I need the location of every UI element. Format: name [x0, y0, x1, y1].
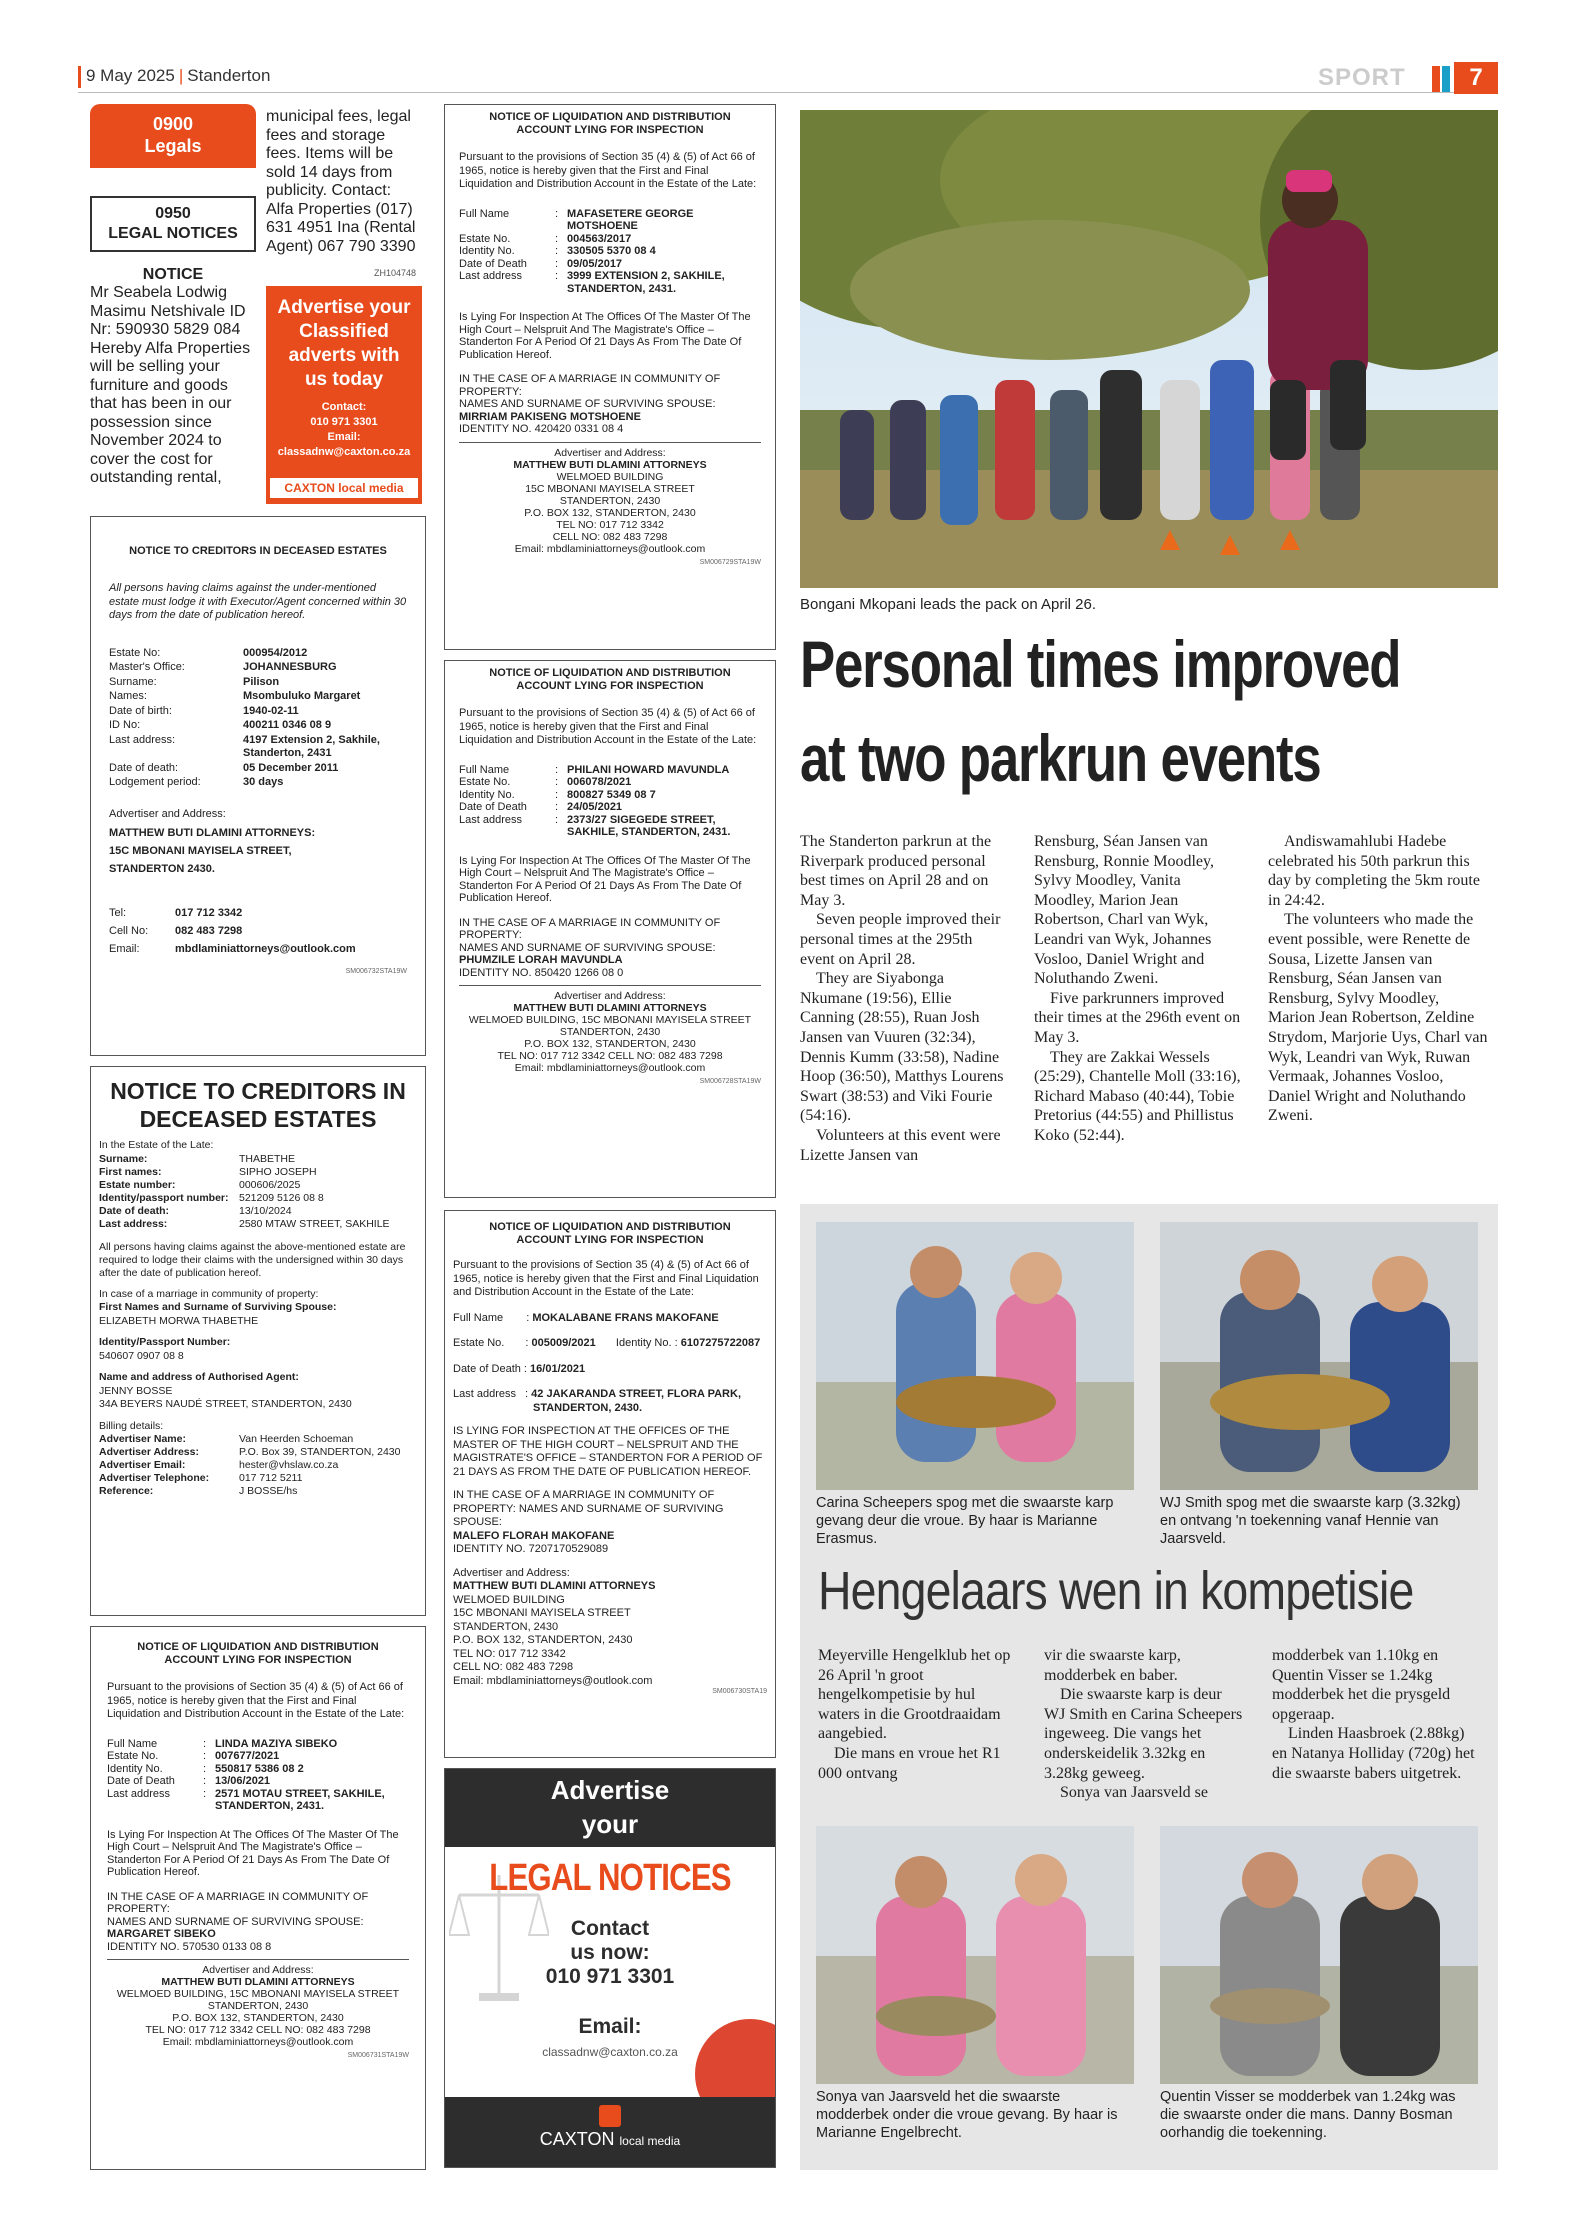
liq4-spouse-id: IDENTITY NO. 570530 0133 08 8: [107, 1940, 272, 1953]
creditors-1-details: [109, 647, 407, 790]
liq1-spouse: MIRRIAM PAKISENG MOTSHOENE: [459, 410, 641, 423]
legal-ad-big: LEGAL NOTICES: [489, 1857, 731, 1899]
liq1-spouse-label: NAMES AND SURNAME OF SURVIVING SPOUSE:: [459, 398, 716, 410]
creditors-1-contact-value: mbdlaminiattorneys@outlook.com: [175, 943, 356, 955]
liq3-fullname-label: Full Name: [453, 1311, 504, 1324]
liq2-email: Email: mbdlaminiattorneys@outlook.com: [514, 1062, 706, 1074]
liq2-field-value: PHILANI HOWARD MAVUNDLA: [567, 763, 730, 776]
legals-code: 0900: [152, 114, 194, 134]
legal-ad-brand2: local media: [619, 2134, 681, 2148]
parkrun-caption: Bongani Mkopani leads the pack on April 26.: [800, 596, 1097, 613]
liq3-addr1: WELMOED BUILDING: [453, 1593, 565, 1606]
creditors-1-contact-label: Email:: [109, 943, 140, 955]
liq1-adv-label: Advertiser and Address:: [554, 446, 666, 459]
liq1-field-value: 3999 EXTENSION 2, SAKHILE, STANDERTON, 2431.: [567, 270, 725, 295]
creditors-1-intro: All persons having claims against the under-mentioned estate must lodge it with Executor/Agent concerned within 30 days from the date of publication hereof.: [109, 582, 407, 621]
parkrun-col2-paragraph: They are Zakkai Wessels (25:29), Chantelle Moll (33:16), Richard Mabaso (40:44), Tobie Pretorius (44:55) and Phillistus Koko (52:44).: [1034, 1048, 1241, 1144]
creditors-2-id: 540607 0907 08 8: [99, 1349, 184, 1362]
parkrun-col3-paragraph: Andiswamahlubi Hadebe celebrated his 50th parkrun this day by completing the 5km route in 24:42.: [1268, 833, 1480, 909]
liq2-field-value: 800827 5349 08 7: [567, 788, 656, 801]
advert-contact-label: Contact:: [321, 401, 367, 413]
angling-col3-paragraph: Linden Haasbroek (2.88kg) en Natanya Holliday (720g) het die swaarste babers uitgetrek.: [1272, 1725, 1475, 1782]
parkrun-column-1: [800, 832, 1008, 1165]
creditors-1-field-value: Pilison: [243, 675, 280, 688]
liq2-ref: SM006728STA19W: [699, 1078, 761, 1085]
liq3-estate-label: Estate No.: [453, 1337, 505, 1349]
creditors-2-field-label: Estate number:: [99, 1178, 176, 1191]
parkrun-col2-paragraph: Rensburg, Séan Jansen van Rensburg, Ronnie Moodley, Sylvy Moodley, Vanita Moodley, Marion Jean Robertson, Charl van Wyk, Leandri van Wyk, Johannes Vosloo, Daniel Wright and Noluthando Zweni.: [1034, 833, 1214, 988]
advert-contact: [266, 400, 422, 460]
liq3-title: NOTICE OF LIQUIDATION AND DISTRIBUTION ACCOUNT LYING FOR INSPECTION: [489, 1221, 731, 1246]
creditors-1-field-label: Lodgement period:: [109, 776, 201, 788]
parkrun-col1-paragraph: The Standerton parkrun at the Riverpark produced personal best times on April 28 and on May 3.: [800, 833, 992, 909]
liq4-advertiser: [107, 1964, 409, 2048]
creditors-1-field-value: 000954/2012: [243, 646, 308, 659]
liq2-firm: MATTHEW BUTI DLAMINI ATTORNEYS: [513, 1002, 707, 1014]
header-dateline: 9 May 2025 | Standerton: [86, 66, 271, 85]
liq3-ref: SM006730STA19: [712, 1688, 767, 1695]
creditors-2-field-label: Surname:: [99, 1152, 148, 1165]
creditors-1-field-label: Names:: [109, 690, 147, 702]
parkrun-column-2: [1034, 832, 1242, 1146]
liquidation-notice-4: [90, 1626, 426, 2170]
creditors-1-field-label: Master's Office:: [109, 661, 185, 673]
liq1-field-value: 09/05/2017: [567, 257, 623, 270]
liq3-addr3: STANDERTON, 2430: [453, 1620, 559, 1633]
liq3-id-label: Identity No.: [615, 1337, 672, 1349]
liq4-spouse: MARGARET SIBEKO: [107, 1928, 216, 1940]
parkrun-col3-paragraph: The volunteers who made the event possible, were Renette de Sousa, Lizette Jansen van Rensburg, Séan Jansen van Rensburg, Sylvy Moodley, Marion Jean Robertson, Zeldine Strydom, Marjorie Uys, Charl van Wyk, Leandri van Wyk, Ruwan Vermaak, Johannes Vosloo, Daniel Wright and Noluthando Zweni.: [1268, 911, 1488, 1125]
creditors-2-spouse-label: First Names and Surname of Surviving Spouse:: [99, 1301, 337, 1313]
angling-headline: Hengelaars wen in kompetisie: [818, 1561, 1414, 1621]
creditors-1-contact-value: 082 483 7298: [175, 925, 243, 937]
header-rule: [78, 92, 1498, 93]
liq2-spouse: PHUMZILE LORAH MAVUNDLA: [459, 954, 623, 966]
creditors-2-spouse: ELIZABETH MORWA THABETHE: [99, 1314, 259, 1327]
liq2-advertiser: [459, 990, 761, 1074]
legal-ad-footer: [445, 2097, 775, 2167]
publication-name: Standerton: [187, 66, 271, 85]
caxton-brand: CAXTON local media: [270, 478, 418, 498]
liq4-inspect: Is Lying For Inspection At The Offices Of The Master Of The High Court – Nelspruit And The Magistrate's Office – Standerton For A Period Of 21 Days As From The Date Of Publication Hereof.: [107, 1828, 399, 1878]
angling-col3-paragraph: modderbek van 1.10kg en Quentin Visser se 1.24kg modderbek het die prysgeld opgeraap.: [1272, 1647, 1451, 1723]
angling-col1-paragraph: Meyerville Hengelklub het op 26 April 'n groot hengelkompetisie by hul waters in die Grootdraaidam aangebied.: [818, 1647, 1011, 1743]
creditors-1-title: NOTICE TO CREDITORS IN DECEASED ESTATES: [129, 545, 387, 557]
creditors-1-field-value: JOHANNESBURG: [243, 661, 337, 673]
liq4-field-colon: :: [203, 1787, 207, 1800]
liq3-inspect: IS LYING FOR INSPECTION AT THE OFFICES OF THE MASTER OF THE HIGH COURT – NELSPRUIT AND THE MAGISTRATE'S OFFICE – STANDERTON FOR A PERIOD OF 21 DAYS AS FROM THE DATE OF PUBLICATION HEREOF.: [453, 1425, 763, 1478]
liq3-address-a: 42 JAKARANDA STREET, FLORA PARK,: [531, 1388, 742, 1400]
section-accent-blue: [1442, 66, 1450, 92]
liq4-field-label: Estate No.: [107, 1750, 159, 1762]
liq3-spouse: MALEFO FLORAH MAKOFANE: [453, 1529, 615, 1542]
creditors-2-billing-value: Van Heerden Schoeman: [239, 1433, 354, 1445]
liq2-addr4: P.O. BOX 132, STANDERTON, 2430: [524, 1038, 696, 1050]
classified-advert: [266, 286, 422, 504]
creditors-2-billing-label: Advertiser Address:: [99, 1446, 199, 1458]
liq2-field-label: Estate No.: [459, 776, 511, 788]
parkrun-col1-paragraph: They are Siyabonga Nkumane (19:56), Ellie Canning (28:55), Ruan Josh Jansen van Vuuren (32:34), Dennis Kumm (33:58), Nadine Hoop (36:50), Matthys Lourens Swart (38:53) and Viki Fourie (54:16).: [800, 970, 1004, 1125]
liq1-title: NOTICE OF LIQUIDATION AND DISTRIBUTION ACCOUNT LYING FOR INSPECTION: [489, 111, 731, 136]
advert-line2: Classified: [299, 321, 389, 342]
liq1-tel: TEL NO: 017 712 3342: [556, 518, 664, 531]
liq4-field-colon: :: [203, 1762, 207, 1775]
creditors-2-estate-label: In the Estate of the Late:: [99, 1139, 214, 1151]
angling-col2-paragraph: Die swaarste karp is deur WJ Smith en Carina Scheepers ingeweeg. Die vangs het onderskeidelik 3.32kg en 3.28kg geweeg.: [1044, 1686, 1243, 1782]
liq1-field-colon: :: [555, 257, 559, 270]
liquidation-notice-2: [444, 660, 776, 1198]
legals-label: Legals: [144, 136, 202, 156]
liq3-intro: Pursuant to the provisions of Section 35 (4) & (5) of Act 66 of 1965, notice is hereby given that the First and Final Liquidation and Distribution Account in the Estate of the Late:: [453, 1259, 759, 1298]
angling-photo-4: [1160, 1826, 1478, 2084]
creditors-2-id-label: Identity/Passport Number:: [99, 1336, 231, 1348]
liq4-field-label: Last address: [107, 1787, 170, 1800]
notice-ref: ZH104748: [374, 268, 417, 278]
liq3-address-label: Last address: [453, 1388, 516, 1400]
liq1-ref: SM006729STA19W: [699, 558, 761, 566]
liq1-advertiser: [459, 447, 761, 555]
legal-notices-code: 0950: [155, 205, 191, 222]
creditors-1-field-label: Date of death:: [109, 761, 179, 774]
creditors-1-adv-line: MATTHEW BUTI DLAMINI ATTORNEYS:: [109, 827, 316, 839]
liq4-ref: SM006731STA19W: [347, 2052, 409, 2059]
liq1-cell: CELL NO: 082 483 7298: [552, 530, 668, 543]
liq4-field-label: Identity No.: [107, 1762, 163, 1775]
liq1-intro: Pursuant to the provisions of Section 35 (4) & (5) of Act 66 of 1965, notice is hereby given that the First and Final Liquidation and Distribution Account in the Estate of the Late:: [459, 151, 757, 190]
creditors-2-agent-address: 34A BEYERS NAUDÉ STREET, STANDERTON, 2430: [99, 1398, 352, 1410]
advert-email: classadnw@caxton.co.za: [277, 446, 411, 458]
liq4-spouse-label: NAMES AND SURNAME OF SURVIVING SPOUSE:: [107, 1915, 364, 1928]
creditors-1-contact-label: Tel:: [109, 907, 127, 919]
creditors-2-billing: Billing details:: [99, 1419, 164, 1432]
section-name: SPORT: [1318, 64, 1406, 91]
legal-ad-line1: Advertise: [550, 1775, 670, 1805]
creditors-1-contacts: [109, 904, 407, 958]
angling-photo-3-drawing: [816, 1826, 1134, 2084]
caxton-logo-icon: [599, 2105, 621, 2127]
creditors-1-field-label: ID No:: [109, 719, 141, 731]
creditors-2-field-label: Last address:: [99, 1217, 168, 1230]
liq1-addr3: STANDERTON, 2430: [559, 494, 661, 507]
advert-phone: 010 971 3301: [310, 416, 378, 428]
liq4-email: Email: mbdlaminiattorneys@outlook.com: [162, 2036, 354, 2048]
creditors-2-billing-value: hester@vhslaw.co.za: [239, 1459, 339, 1471]
liq1-addr2: 15C MBONANI MAYISELA STREET: [525, 482, 695, 495]
angling-column-2: [1044, 1646, 1244, 1803]
advert-line3: adverts with: [288, 345, 400, 366]
legal-ad-contact-2: us now:: [570, 1941, 650, 1964]
liq3-addr4: P.O. BOX 132, STANDERTON, 2430: [453, 1634, 633, 1646]
liq2-marriage: IN THE CASE OF A MARRIAGE IN COMMUNITY OF PROPERTY:: [459, 916, 721, 941]
creditors-2-field-value: 521209 5126 08 8: [239, 1191, 324, 1204]
liq3-address-b: STANDERTON, 2430.: [533, 1401, 643, 1414]
creditors-2-field-value: 2580 MTAW STREET, SAKHILE: [239, 1217, 390, 1230]
creditors-1-ref: SM006732STA19W: [345, 968, 407, 975]
liq2-intro: Pursuant to the provisions of Section 35 (4) & (5) of Act 66 of 1965, notice is hereby given that the First and Final Liquidation and Distribution Account in the Estate of the Late:: [459, 707, 757, 746]
angling-col2-paragraph: vir die swaarste karp, modderbek en baber.: [1044, 1647, 1181, 1684]
legal-ad-header: [445, 1769, 775, 1847]
angling-photo-4-drawing: [1160, 1826, 1478, 2084]
creditors-1-field-label: Estate No:: [109, 646, 161, 659]
liq4-telcell: TEL NO: 017 712 3342 CELL NO: 082 483 7298: [145, 2024, 371, 2036]
liq1-field-colon: :: [555, 245, 559, 257]
liq2-field-colon: :: [555, 788, 559, 801]
liq3-estate-row: Estate No. : 005009/2021 Identity No. : 6107275722087: [453, 1337, 761, 1349]
liq2-details: [459, 764, 761, 839]
liq1-field-label: Full Name: [459, 207, 510, 220]
creditors-2-billing-label: Advertiser Name:: [99, 1433, 186, 1445]
creditors-notice-2: [90, 1066, 426, 1616]
liq3-adv-label: Advertiser and Address:: [453, 1566, 570, 1579]
liq1-field-label: Last address: [459, 270, 522, 282]
creditors-1-contact-label: Cell No:: [109, 925, 149, 937]
creditors-1-field-value: 30 days: [243, 776, 284, 788]
liq3-fullname-row: Full Name : MOKALABANE FRANS MAKOFANE: [453, 1311, 719, 1324]
liq4-addr3: STANDERTON, 2430: [207, 2000, 309, 2012]
parkrun-photo: [800, 110, 1498, 588]
liq3-dod: 16/01/2021: [530, 1362, 586, 1375]
angling-photo-2: [1160, 1222, 1478, 1490]
angling-caption-4: Quentin Visser se modderbek van 1.24kg was die swaarste onder die mans. Danny Bosman oorhandig die toekenning.: [1160, 2089, 1456, 2141]
parkrun-headline-line1: Personal times improved: [800, 627, 1401, 701]
liq3-marriage: IN THE CASE OF A MARRIAGE IN COMMUNITY OF PROPERTY: NAMES AND SURNAME OF SURVIVING SPOUSE:: [453, 1489, 724, 1528]
liq2-field-value: 2373/27 SIGEGEDE STREET, SAKHILE, STANDERTON, 2431.: [567, 813, 731, 838]
advert-email-label: Email:: [327, 431, 361, 443]
liq1-field-value: 330505 5370 08 4: [567, 245, 656, 257]
liq4-details: [107, 1738, 409, 1813]
liq4-marriage: IN THE CASE OF A MARRIAGE IN COMMUNITY OF PROPERTY:: [107, 1890, 369, 1915]
liq2-field-value: 006078/2021: [567, 776, 632, 788]
liq4-adv-label: Advertiser and Address:: [202, 1964, 314, 1976]
liq3-dod-row: Date of Death : 16/01/2021: [453, 1362, 586, 1375]
creditors-2-field-label: Identity/passport number:: [99, 1191, 229, 1204]
creditors-1-adv-line: 15C MBONANI MAYISELA STREET,: [109, 845, 292, 857]
liq2-spouse-label: NAMES AND SURNAME OF SURVIVING SPOUSE:: [459, 941, 716, 954]
angling-col2-paragraph: Sonya van Jaarsveld se: [1060, 1784, 1208, 1802]
creditors-1-field-value: 1940-02-11: [243, 704, 299, 717]
creditors-1-adv-line: STANDERTON 2430.: [109, 863, 215, 875]
liq4-field-value: LINDA MAZIYA SIBEKO: [215, 1737, 338, 1750]
liq1-rule: [459, 442, 761, 443]
liq4-field-value: 13/06/2021: [215, 1775, 271, 1787]
creditors-2-billing-value: J BOSSE/hs: [239, 1485, 298, 1497]
liq3-address-row: Last address : 42 JAKARANDA STREET, FLORA PARK, STANDERTON, 2430.: [453, 1388, 742, 1414]
liq3-estate: 005009/2021: [531, 1337, 596, 1349]
liq1-field-label: Identity No.: [459, 245, 515, 257]
liq2-field-value: 24/05/2021: [567, 801, 623, 813]
liq2-spouse-id: IDENTITY NO. 850420 1266 08 0: [459, 966, 624, 979]
liq2-field-colon: :: [555, 763, 559, 776]
legals-tab: [90, 104, 256, 168]
liq3-addr2: 15C MBONANI MAYISELA STREET: [453, 1607, 631, 1619]
liq2-title: NOTICE OF LIQUIDATION AND DISTRIBUTION ACCOUNT LYING FOR INSPECTION: [489, 667, 731, 692]
creditors-2-billing-label: Reference:: [99, 1485, 154, 1497]
liq1-field-colon: :: [555, 207, 559, 220]
liq4-rule: [107, 1959, 409, 1960]
creditors-2-details: [99, 1153, 417, 1231]
liq4-field-colon: :: [203, 1737, 207, 1750]
liq1-field-colon: :: [555, 232, 559, 245]
creditors-2-agent: JENNY BOSSE: [99, 1384, 173, 1397]
angling-column-1: [818, 1646, 1018, 1783]
creditors-1-field-label: Date of birth:: [109, 704, 172, 717]
liq1-field-colon: :: [555, 270, 559, 282]
liq4-field-value: 550817 5386 08 2: [215, 1762, 304, 1775]
creditors-2-marriage: In case of a marriage in community of property:: [99, 1287, 319, 1300]
liq2-telcell: TEL NO: 017 712 3342 CELL NO: 082 483 7298: [497, 1050, 723, 1062]
creditors-1-field-value: 400211 0346 08 9: [243, 719, 332, 731]
creditors-2-billing-value: 017 712 5211: [239, 1472, 303, 1484]
liq1-inspect: Is Lying For Inspection At The Offices Of The Master Of The High Court – Nelspruit And The Magistrate's Office – Standerton For A Period Of 21 Days As From The Date Of Publication Hereof.: [459, 311, 751, 361]
liq2-field-colon: :: [555, 776, 559, 788]
liq2-addr: WELMOED BUILDING, 15C MBONANI MAYISELA STREET: [468, 1014, 752, 1026]
liq3-spouse-id: IDENTITY NO. 7207170529089: [453, 1543, 609, 1555]
liq4-title: NOTICE OF LIQUIDATION AND DISTRIBUTION ACCOUNT LYING FOR INSPECTION: [137, 1641, 379, 1666]
liq1-marriage: IN THE CASE OF A MARRIAGE IN COMMUNITY OF PROPERTY:: [459, 373, 721, 398]
legal-notices-label: LEGAL NOTICES: [108, 225, 238, 242]
liq1-addr4: P.O. BOX 132, STANDERTON, 2430: [524, 506, 696, 519]
liquidation-notice-3: [444, 1210, 776, 1758]
notice-continued: municipal fees, legal fees and storage fees. Items will be sold 14 days from publicity. Contact: Alfa Properties (017) 631 4951 Ina (Rental Agent) 067 790 3390: [266, 108, 416, 255]
angling-caption-2: WJ Smith spog met die swaarste karp (3.32kg) en ontvang 'n toekenning vanaf Hennie van Jaarsveld.: [1160, 1495, 1461, 1547]
parkrun-col2-paragraph: Five parkrunners improved their times at the 296th event on May 3.: [1034, 989, 1241, 1046]
legal-ad-contact: [445, 1917, 775, 1989]
liq4-addr: WELMOED BUILDING, 15C MBONANI MAYISELA STREET: [116, 1988, 400, 2000]
liq2-field-colon: :: [555, 801, 559, 813]
creditors-2-agent-label: Name and address of Authorised Agent:: [99, 1371, 299, 1383]
notice-heading: NOTICE: [142, 266, 204, 283]
liq4-field-value: 007677/2021: [215, 1750, 280, 1762]
creditors-1-field-value: 05 December 2011: [243, 761, 339, 774]
angling-photo-1-drawing: [816, 1222, 1134, 1490]
creditors-2-billing-value: P.O. Box 39, STANDERTON, 2430: [239, 1446, 401, 1458]
legal-ad-brand: CAXTON: [539, 2129, 615, 2149]
liq2-field-label: Identity No.: [459, 788, 515, 801]
liq2-field-colon: :: [555, 813, 559, 826]
liq2-inspect: Is Lying For Inspection At The Offices Of The Master Of The High Court – Nelspruit And The Magistrate's Office – Standerton For A Period Of 21 Days As From The Date Of Publication Hereof.: [459, 854, 751, 904]
creditors-2-field-label: Date of death:: [99, 1204, 170, 1217]
creditors-2-field-label: First names:: [99, 1165, 162, 1178]
legal-notices-box: [90, 196, 256, 252]
angling-photo-1: [816, 1222, 1134, 1490]
angling-photo-2-drawing: [1160, 1222, 1478, 1490]
liq1-firm: MATTHEW BUTI DLAMINI ATTORNEYS: [513, 458, 707, 471]
angling-column-3: [1272, 1646, 1482, 1783]
advert-line1: Advertise your: [277, 297, 411, 318]
angling-col1-paragraph: Die mans en vroue het R1 000 ontvang: [818, 1744, 1001, 1782]
creditors-notice-1: [90, 516, 426, 1056]
legal-ad-email: classadnw@caxton.co.za: [542, 2045, 678, 2059]
liq1-details: [459, 208, 761, 296]
angling-photo-3: [816, 1826, 1134, 2084]
creditors-1-adv-label: Advertiser and Address:: [109, 807, 226, 820]
issue-date: 9 May 2025: [86, 66, 175, 85]
liq2-field-label: Date of Death: [459, 801, 527, 813]
legal-ad-line2: your: [581, 1809, 639, 1839]
liq1-field-label: Estate No.: [459, 232, 511, 245]
parkrun-col1-paragraph: Volunteers at this event were Lizette Jansen van: [800, 1126, 1001, 1164]
legal-ad-phone: 010 971 3301: [545, 1965, 675, 1988]
section-accent-orange: [1432, 66, 1440, 92]
liq3-fullname: MOKALABANE FRANS MAKOFANE: [532, 1311, 719, 1324]
liq3-id: 6107275722087: [680, 1337, 761, 1349]
liq2-addr3: STANDERTON, 2430: [559, 1026, 661, 1038]
header-accent: [78, 66, 81, 88]
liq1-field-value: 004563/2017: [567, 232, 632, 245]
liq2-field-label: Last address: [459, 813, 522, 826]
liq2-field-label: Full Name: [459, 763, 510, 776]
creditors-2-billing-label: Advertiser Email:: [99, 1459, 186, 1471]
liq4-firm: MATTHEW BUTI DLAMINI ATTORNEYS: [161, 1976, 355, 1988]
liq4-field-colon: :: [203, 1775, 207, 1787]
creditors-2-title: NOTICE TO CREDITORS IN DECEASED ESTATES: [110, 1078, 406, 1132]
liq4-field-colon: :: [203, 1750, 207, 1762]
creditors-1-field-label: Last address:: [109, 733, 176, 746]
creditors-2-billing-label: Advertiser Telephone:: [99, 1472, 210, 1484]
angling-caption-1: Carina Scheepers spog met die swaarste karp gevang deur die vroue. By haar is Marianne Erasmus.: [816, 1495, 1114, 1547]
liq1-email: Email: mbdlaminiattorneys@outlook.com: [514, 542, 706, 555]
liq3-dod-label: Date of Death: [453, 1362, 521, 1375]
creditors-2-field-value: SIPHO JOSEPH: [239, 1165, 317, 1178]
liq1-addr1: WELMOED BUILDING: [556, 470, 664, 483]
liq2-rule: [459, 985, 761, 986]
creditors-2-field-value: 000606/2025: [239, 1178, 301, 1191]
creditors-2-field-value: THABETHE: [239, 1152, 296, 1165]
page-number: 7: [1454, 62, 1498, 94]
creditors-2-field-value: 13/10/2024: [239, 1204, 292, 1217]
liq3-email: Email: mbdlaminiattorneys@outlook.com: [453, 1674, 653, 1687]
creditors-1-contact-value: 017 712 3342: [175, 907, 243, 919]
creditors-1-field-value: Msombuluko Margaret: [243, 690, 361, 702]
liq1-field-label: Date of Death: [459, 257, 527, 270]
legal-ad-email-label: Email:: [578, 2015, 642, 2038]
liq3-tel: TEL NO: 017 712 3342: [453, 1647, 566, 1660]
creditors-2-billing-details: [99, 1433, 417, 1498]
liq4-field-label: Date of Death: [107, 1775, 175, 1787]
parkrun-photo-drawing: [800, 110, 1498, 588]
advert-line4: us today: [304, 369, 384, 390]
liq3-cell: CELL NO: 082 483 7298: [453, 1661, 574, 1673]
creditors-1-field-value: 4197 Extension 2, Sakhile, Standerton, 2431: [243, 733, 380, 759]
liq1-spouse-id: IDENTITY NO. 420420 0331 08 4: [459, 423, 624, 435]
liquidation-notice-1: [444, 104, 776, 650]
liq2-adv-label: Advertiser and Address:: [554, 990, 666, 1002]
legal-notices-advert: [444, 1768, 776, 2168]
creditors-1-field-label: Surname:: [109, 675, 157, 688]
liq3-firm: MATTHEW BUTI DLAMINI ATTORNEYS: [453, 1580, 656, 1592]
liq4-field-label: Full Name: [107, 1737, 158, 1750]
parkrun-col1-paragraph: Seven people improved their personal times at the 295th event on April 28.: [800, 911, 1001, 968]
creditors-2-claims: All persons having claims against the above-mentioned estate are required to lodge their claims with the undersigned within 30 days after the date of publication hereof.: [99, 1240, 406, 1279]
notice-body: Mr Seabela Lodwig Masimu Netshivale ID Nr: 590930 5829 084 Hereby Alfa Properties will be selling your furniture and goods that has been in our possession since November 2024 to cover the cost for outstanding rental,: [90, 284, 251, 486]
liq1-field-value: MAFASETERE GEORGE MOTSHOENE: [567, 207, 694, 232]
liq4-field-value: 2571 MOTAU STREET, SAKHILE, STANDERTON, 2431.: [215, 1787, 385, 1812]
parkrun-column-3: [1268, 832, 1488, 1126]
legal-ad-contact-1: Contact: [570, 1917, 650, 1940]
liq4-intro: Pursuant to the provisions of Section 35 (4) & (5) of Act 66 of 1965, notice is hereby given that the First and Final Liquidation and Distribution Account in the Estate of the Late:: [107, 1681, 405, 1720]
angling-caption-3: Sonya van Jaarsveld het die swaarste modderbek onder die vroue gevang. By haar is Marianne Engelbrecht.: [816, 2089, 1118, 2141]
liq4-addr4: P.O. BOX 132, STANDERTON, 2430: [172, 2012, 344, 2024]
creditors-1-advertiser: [109, 824, 407, 878]
parkrun-headline-line2: at two parkrun events: [800, 721, 1321, 795]
